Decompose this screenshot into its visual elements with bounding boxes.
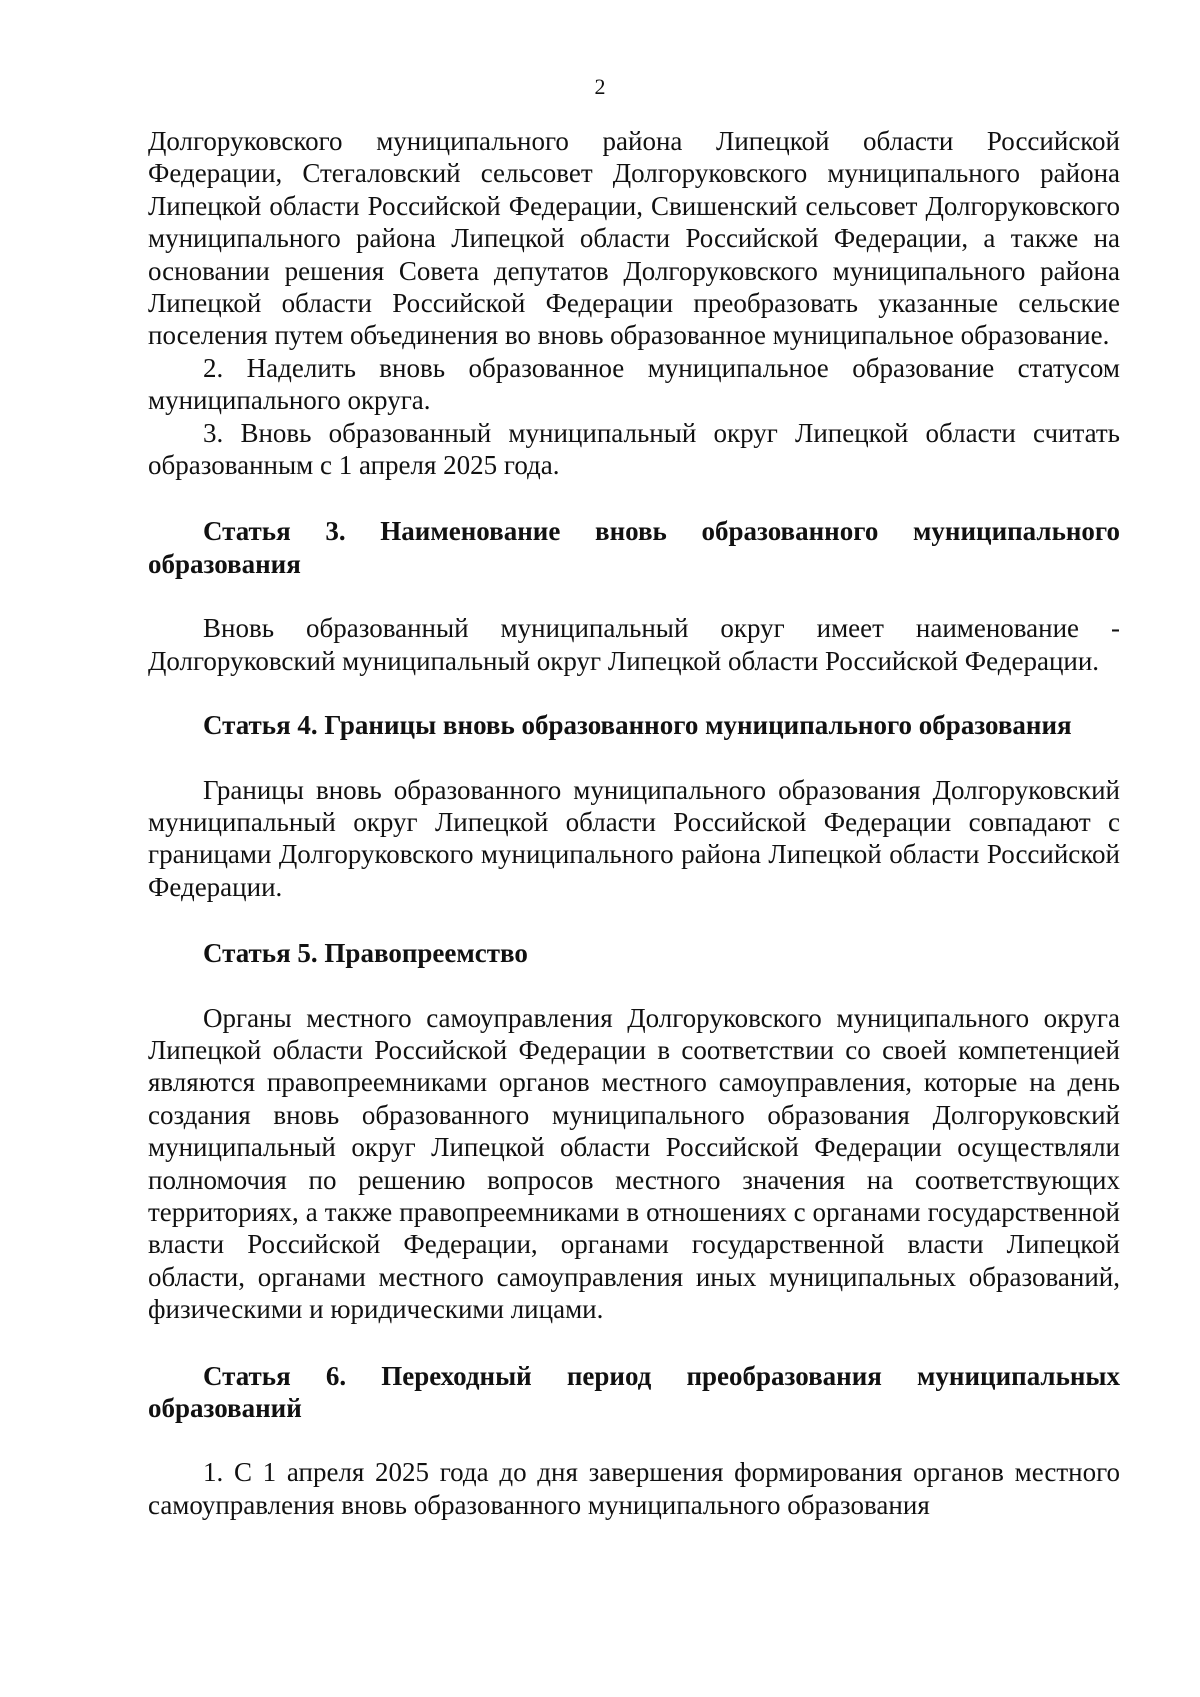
article-6-heading: Статья 6. Переходный период преобразования муниципальных образований [148, 1360, 1120, 1423]
document-body [148, 125, 1120, 1521]
article-5-paragraph: Органы местного самоуправления Долгоруковского муниципального округа Липецкой области Российской Федерации в соответствии со своей компетенцией являются правопреемниками органов местного самоуправления, которые на день создания вновь образованного муниципального образования Долгоруковский муниципальный округ Липецкой области Российской Федерации осуществляли полномочия по решению вопросов местного значения на соответствующих территориях, а также правопреемниками в отношениях с органами государственной власти Российской Федерации, органами государственной власти Липецкой области, органами местного самоуправления иных муниципальных образований, физическими и юридическими лицами. [148, 1002, 1120, 1325]
article-4-heading: Статья 4. Границы вновь образованного муниципального образования [203, 710, 1072, 741]
article-5-heading: Статья 5. Правопреемство [203, 938, 528, 969]
article-3-paragraph: Вновь образованный муниципальный округ имеет наименование - Долгоруковский муниципальный округ Липецкой области Российской Федерации. [148, 613, 1120, 676]
page-number: 2 [594, 74, 606, 99]
article-3-heading: Статья 3. Наименование вновь образованного муниципального образования [148, 516, 1120, 579]
article-6-item-1-paragraph: 1. С 1 апреля 2025 года до дня завершения формирования органов местного самоуправления вновь образованного муниципального образования [148, 1457, 1120, 1520]
intro-paragraph: Долгоруковского муниципального района Липецкой области Российской Федерации, Стегаловский сельсовет Долгоруковского муниципального района Липецкой области Российской Федерации, Свишенский сельсовет Долгоруковского муниципального района Липецкой области Российской Федерации, а также на основании решения Совета депутатов Долгоруковского муниципального района Липецкой области Российской Федерации преобразовать указанные сельские поселения путем объединения во вновь образованное муниципальное образование. [148, 126, 1120, 351]
item-3-paragraph: 3. Вновь образованный муниципальный округ Липецкой области считать образованным с 1 апреля 2025 года. [148, 417, 1120, 481]
item-2-paragraph: 2. Наделить вновь образованное муниципальное образование статусом муниципального округа. [148, 352, 1120, 416]
article-4-paragraph: Границы вновь образованного муниципального образования Долгоруковский муниципальный округ Липецкой области Российской Федерации совпадают с границами Долгоруковского муниципального района Липецкой области Российской Федерации. [148, 774, 1120, 902]
